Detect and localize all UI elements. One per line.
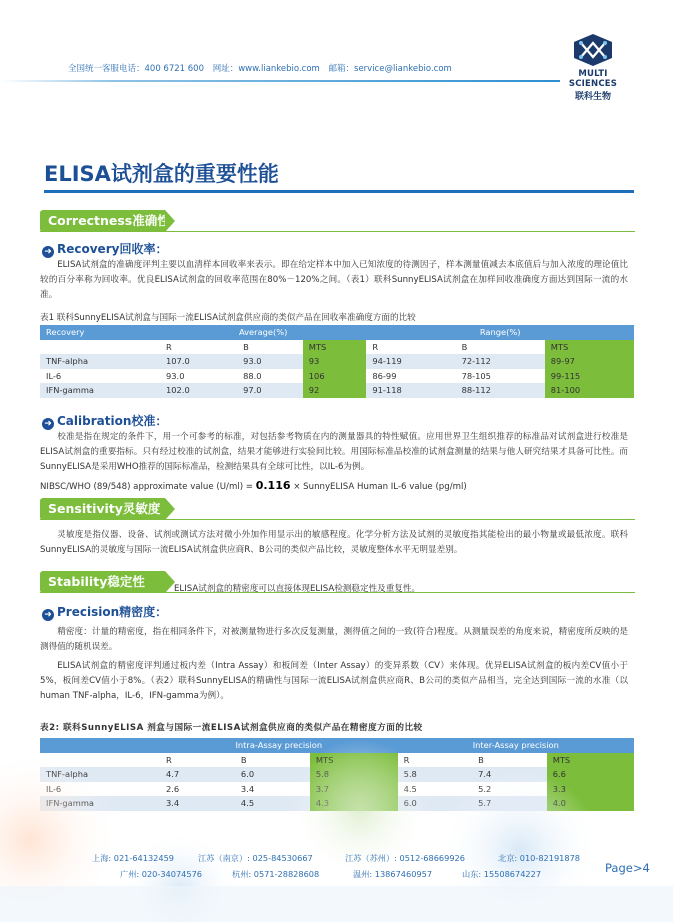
decorative-background (0, 700, 673, 922)
table-cell: 2.6 (160, 782, 235, 797)
logo-english: MULTI SCIENCES (568, 69, 618, 89)
conversion-formula (40, 479, 467, 492)
header-rule (0, 80, 560, 82)
table-cell: MTS (547, 753, 634, 768)
contact-bar (68, 62, 458, 74)
arrow-right-icon: ➜ (42, 609, 54, 621)
title-rule (44, 190, 634, 193)
company-logo (553, 33, 633, 102)
table-cell: B (456, 340, 545, 355)
table-cell: IFN-gamma (40, 383, 160, 398)
table-cell: 93.0 (160, 369, 237, 384)
email-link[interactable]: 邮箱：service@liankebio.com (328, 64, 452, 74)
table-cell: 6.0 (235, 767, 310, 782)
table-cell: 4.7 (160, 767, 235, 782)
table-row (40, 354, 634, 369)
table-cell: 88.0 (237, 369, 303, 384)
footer-beijing: 北京: 010-82191878 (498, 853, 580, 863)
table-cell: R (160, 340, 237, 355)
footer-suzhou: 江苏（苏州）: 0512-68669926 (345, 853, 465, 863)
table-cell: R (366, 340, 455, 355)
table-cell: 89-97 (545, 354, 634, 369)
formula-right: × SunnyELISA Human IL-6 value (pg/ml) (290, 482, 467, 492)
table-cell: 86-99 (366, 369, 455, 384)
footer-hangzhou: 杭州: 0571-28828608 (232, 869, 320, 879)
calibration-heading-text: Calibration校准： (57, 414, 168, 428)
table-cell: 102.0 (160, 383, 237, 398)
recovery-table (40, 325, 634, 398)
table-row (40, 383, 634, 398)
table-subheader-row (40, 340, 634, 355)
table-cell: B (472, 753, 547, 768)
calibration-paragraph: 校准是指在规定的条件下，用一个可参考的标准，对包括参考物质在内的测量器具的特性赋值。应用世界卫生组织推荐的标准品对试剂盒进行校准是ELISA试剂盒的重要指标。只有经过校准的试剂盒，结果才能够进行实验间比较。用国际标准品校准的试剂盒测量的结果与他人研究结果才具备可比性。而SunnyELISA是采用WHO推荐的国际标准品，检测结果具有全球可比性，以IL-6为例。 (40, 432, 628, 472)
tab-correctness: Correctness准确性 (40, 210, 165, 232)
table-cell: IL-6 (40, 369, 160, 384)
table-row (40, 369, 634, 384)
table-cell: 3.4 (160, 796, 235, 811)
table-cell: 7.4 (472, 767, 547, 782)
table-cell: 81-100 (545, 383, 634, 398)
table-cell: 3.4 (235, 782, 310, 797)
table-cell: 106 (303, 369, 367, 384)
arrow-right-icon: ➜ (42, 418, 54, 430)
table-cell: B (235, 753, 310, 768)
page-number: Page>4 (605, 861, 650, 875)
footer-shandong: 山东: 15508674227 (462, 869, 542, 879)
precision-paragraph-1: 精密度：计量的精密度，指在相同条件下，对被测量物进行多次反复测量，测得值之间的一致(符合)程度。从测量误差的角度来说，精密度所反映的是测得值的随机误差。 (40, 627, 628, 652)
recovery-paragraph: ELISA试剂盒的准确度评判主要以血清样本回收率来表示。即在给定样本中加入已知浓度的待测因子，样本测量值减去本底值后与加入浓度的理论值比较的百分率称为回收率。优良ELISA试剂盒的回收率范围在80%－120%之间。（表1）联科SunnyELISA试剂盒在加样回收准确度方面达到国际一流的水准。 (40, 260, 628, 300)
table-cell: 97.0 (237, 383, 303, 398)
precision-heading (42, 603, 167, 621)
table-cell: 107.0 (160, 354, 237, 369)
recovery-heading-text: Recovery回收率： (57, 242, 168, 256)
formula-value: 0.116 (255, 479, 291, 492)
hotline: 全国统一客服电话：400 6721 600 (68, 64, 204, 74)
table-header-row (40, 325, 634, 340)
tab-sensitivity: Sensitivity灵敏度 (40, 498, 165, 520)
footer-wenzhou: 温州: 13867460957 (353, 869, 433, 879)
sensitivity-rule (40, 519, 635, 520)
table-cell: 99-115 (545, 369, 634, 384)
precision-heading-text: Precision精密度： (57, 605, 168, 619)
table-cell (40, 340, 160, 355)
header-average: Average(%) (160, 325, 366, 340)
table-cell: R (160, 753, 235, 768)
table-cell: MTS (303, 340, 367, 355)
precision-paragraph-2: ELISA试剂盒的精密度评判通过板内差（Intra Assay）和板间差（Inter Assay）的变异系数（CV）来体现。优异ELISA试剂盒的板内差CV值小于5%，板间差CV值小于8%。（表2）联科SunnyELISA的精确性与国际一流ELISA试剂盒供应商R、B公司的类似产品相当，完全达到国际一流的水准（以human TNF-alpha，IL-6，IFN-gamma为例）。 (40, 661, 628, 701)
sensitivity-paragraph: 灵敏度是指仪器、设备、试剂或测试方法对微小外加作用显示出的敏感程度。化学分析方法及试剂的灵敏度指其能检出的最小物量或最低浓度。联科SunnyELISA的灵敏度与国际一流ELISA试剂盒供应商R、B公司的类似产品比较，灵敏度整体水平无明显差别。 (40, 530, 628, 555)
tab-stability: Stability稳定性 (40, 571, 165, 593)
formula-left: NIBSC/WHO (89/548) approximate value (U/ml) = (40, 482, 256, 492)
table-cell: 4.5 (235, 796, 310, 811)
correctness-rule (40, 231, 635, 232)
table-cell: MTS (545, 340, 634, 355)
header-intra: Intra-Assay precision (160, 738, 398, 753)
table-cell: 93 (303, 354, 367, 369)
table2-caption: 表2: 联科SunnyELISA 剂盒与国际一流ELISA试剂盒供应商的类似产品在精密度方面的比较 (40, 723, 423, 733)
table-cell: 93.0 (237, 354, 303, 369)
table-cell: B (237, 340, 303, 355)
page-title: ELISA试剂盒的重要性能 (44, 162, 279, 186)
website-link[interactable]: 网址：www.liankebio.com (212, 64, 320, 74)
table-cell: TNF-alpha (40, 354, 160, 369)
recovery-heading (42, 240, 167, 258)
logo-mark-icon (570, 33, 616, 67)
table1-caption: 表1 联科SunnyELISA试剂盒与国际一流ELISA试剂盒供应商的类似产品在回收率准确度方面的比较 (40, 313, 416, 323)
header-range: Range(%) (366, 325, 634, 340)
table-cell: 72-112 (456, 354, 545, 369)
table-cell: 92 (303, 383, 367, 398)
footer-shanghai: 上海: 021-64132459 (92, 853, 174, 863)
stability-note: ELISA试剂盒的精密度可以直接体现ELISA检测稳定性及重复性。 (174, 584, 421, 594)
footer-nanjing: 江苏（南京）: 025-84530667 (198, 853, 313, 863)
header-recovery: Recovery (40, 325, 160, 340)
arrow-right-icon: ➜ (42, 246, 54, 258)
table-cell: 91-118 (366, 383, 455, 398)
table-cell: 94-119 (366, 354, 455, 369)
calibration-heading (42, 412, 167, 430)
logo-chinese: 联科生物 (574, 92, 611, 102)
table-cell: 6.6 (547, 767, 634, 782)
footer-guangzhou: 广州: 020-34074576 (120, 869, 202, 879)
table-cell: 88-112 (456, 383, 545, 398)
table-cell: 78-105 (456, 369, 545, 384)
header-inter: Inter-Assay precision (398, 738, 634, 753)
